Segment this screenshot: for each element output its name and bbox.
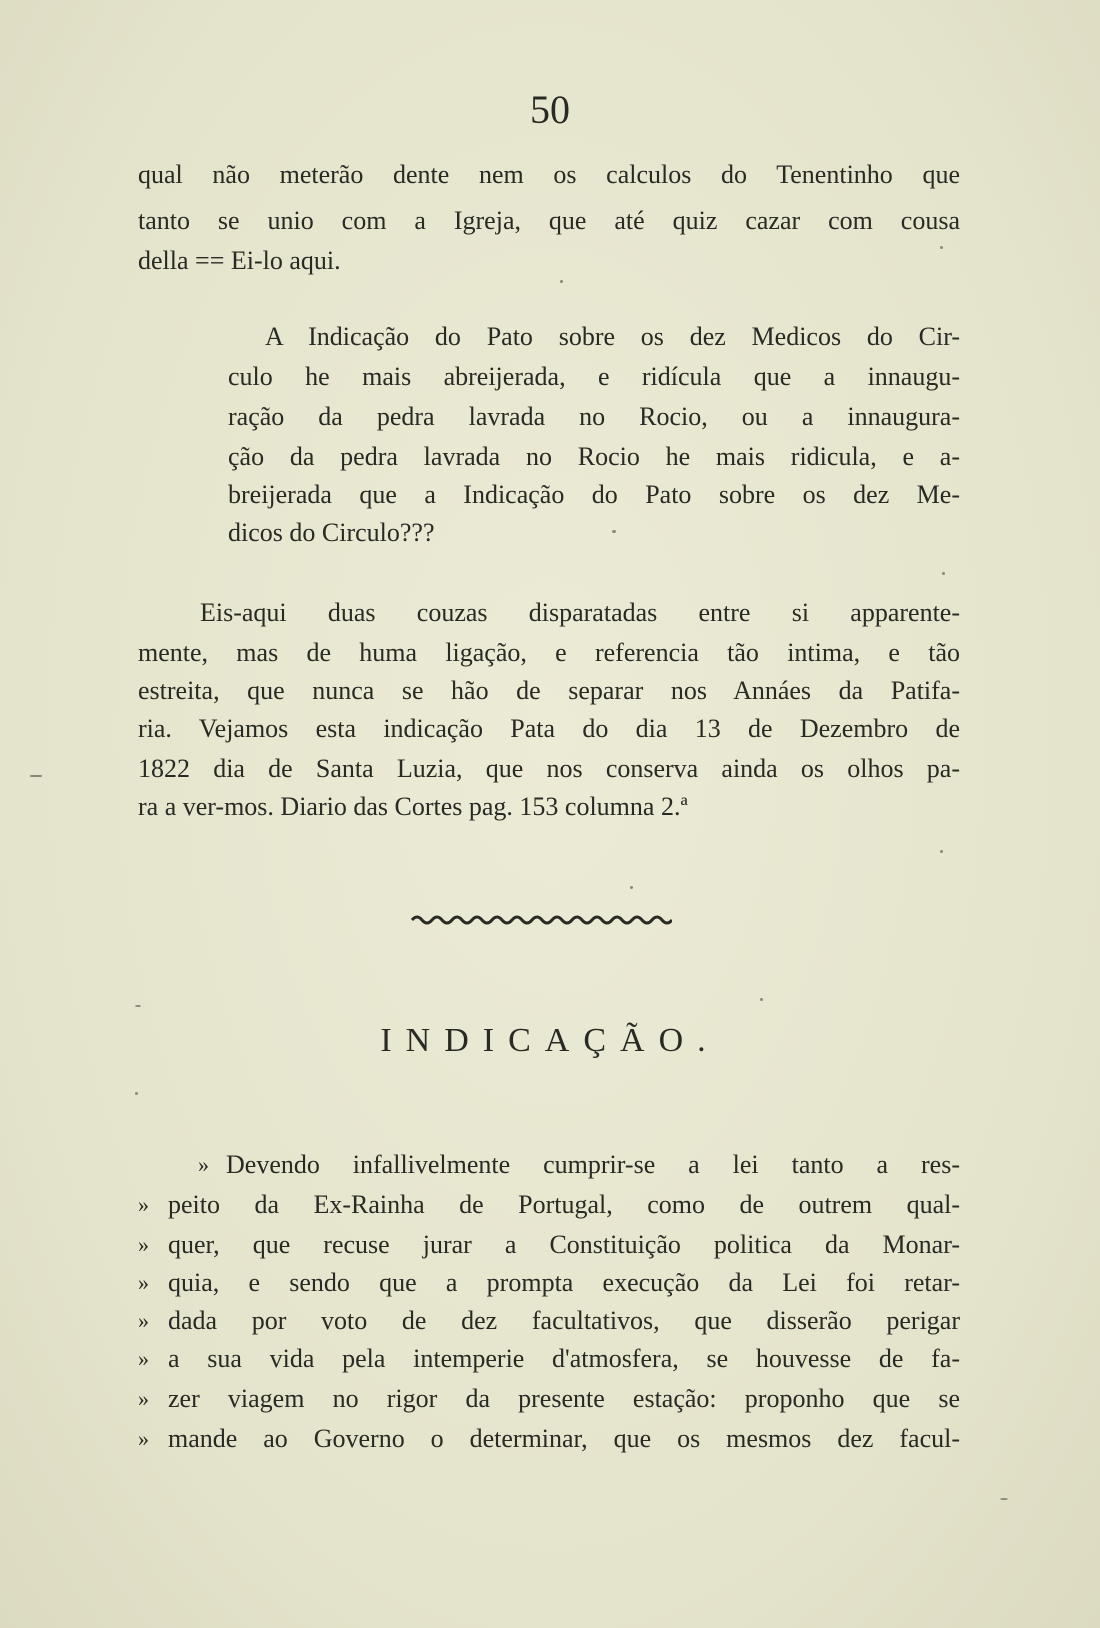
quote-mark: »	[198, 1152, 209, 1177]
page-number: 50	[530, 87, 570, 132]
quote-line: dada por voto de dez facultativos, que disserão perigar	[168, 1306, 960, 1335]
paper-speck	[942, 572, 945, 575]
text-line: mente, mas de huma ligação, e referencia tão intima, e tão	[138, 638, 960, 667]
quote-mark: »	[138, 1308, 149, 1333]
paper-speck	[630, 886, 633, 889]
text-line: estreita, que nunca se hão de separar nos Annáes da Patifa-	[138, 676, 960, 705]
quote-line: quer, que recuse jurar a Constituição politica da Monar-	[168, 1230, 960, 1259]
quote-mark: »	[138, 1346, 149, 1371]
paper-speck	[560, 280, 563, 283]
text-line: A Indicação do Pato sobre os dez Medicos do Cir-	[265, 322, 960, 351]
paper-speck	[940, 850, 943, 853]
paper-speck	[612, 530, 616, 533]
text-line: della == Ei-lo aqui.	[138, 246, 341, 275]
text-line: tanto se unio com a Igreja, que até quiz cazar com cousa	[138, 206, 960, 235]
text-line: breijerada que a Indicação do Pato sobre os dez Me-	[228, 480, 960, 509]
text-line: 1822 dia de Santa Luzia, que nos conserva ainda os olhos pa-	[138, 754, 960, 783]
text-line: Eis-aqui duas couzas disparatadas entre si apparente-	[200, 598, 960, 627]
text-line: ria. Vejamos esta indicação Pata do dia 13 de Dezembro de	[138, 714, 960, 743]
paper-speck	[135, 1092, 138, 1095]
paper-speck	[135, 1005, 141, 1007]
quote-mark: »	[138, 1232, 149, 1257]
quote-line: quia, e sendo que a prompta execução da Lei foi retar-	[168, 1268, 960, 1297]
text-line: ra a ver-mos. Diario das Cortes pag. 153 columna 2.ª	[138, 792, 688, 821]
paper-speck	[1000, 1498, 1008, 1500]
text-line: qual não meterão dente nem os calculos do Tenentinho que	[138, 160, 960, 189]
quote-mark: »	[138, 1270, 149, 1295]
quote-mark: »	[138, 1426, 149, 1451]
text-line: culo he mais abreijerada, e ridícula que a innaugu-	[228, 362, 960, 391]
text-line: ração da pedra lavrada no Rocio, ou a innaugura-	[228, 402, 960, 431]
section-heading: INDICAÇÃO.	[380, 1022, 720, 1059]
paper-speck	[940, 246, 943, 249]
quote-line: peito da Ex-Rainha de Portugal, como de outrem qual-	[168, 1190, 960, 1219]
ornament-divider	[410, 912, 672, 928]
text-line: dicos do Circulo???	[228, 518, 435, 547]
quote-line: zer viagem no rigor da presente estação: proponho que se	[168, 1384, 960, 1413]
quote-mark: »	[138, 1386, 149, 1411]
quote-line: a sua vida pela intemperie d'atmosfera, se houvesse de fa-	[168, 1344, 960, 1373]
quote-line: Devendo infallivelmente cumprir-se a lei tanto a res-	[226, 1150, 960, 1179]
paper-speck	[30, 775, 42, 777]
quote-line: mande ao Governo o determinar, que os mesmos dez facul-	[168, 1424, 960, 1453]
text-line: ção da pedra lavrada no Rocio he mais ridicula, e a-	[228, 442, 960, 471]
quote-mark: »	[138, 1192, 149, 1217]
paper-speck	[760, 998, 763, 1001]
